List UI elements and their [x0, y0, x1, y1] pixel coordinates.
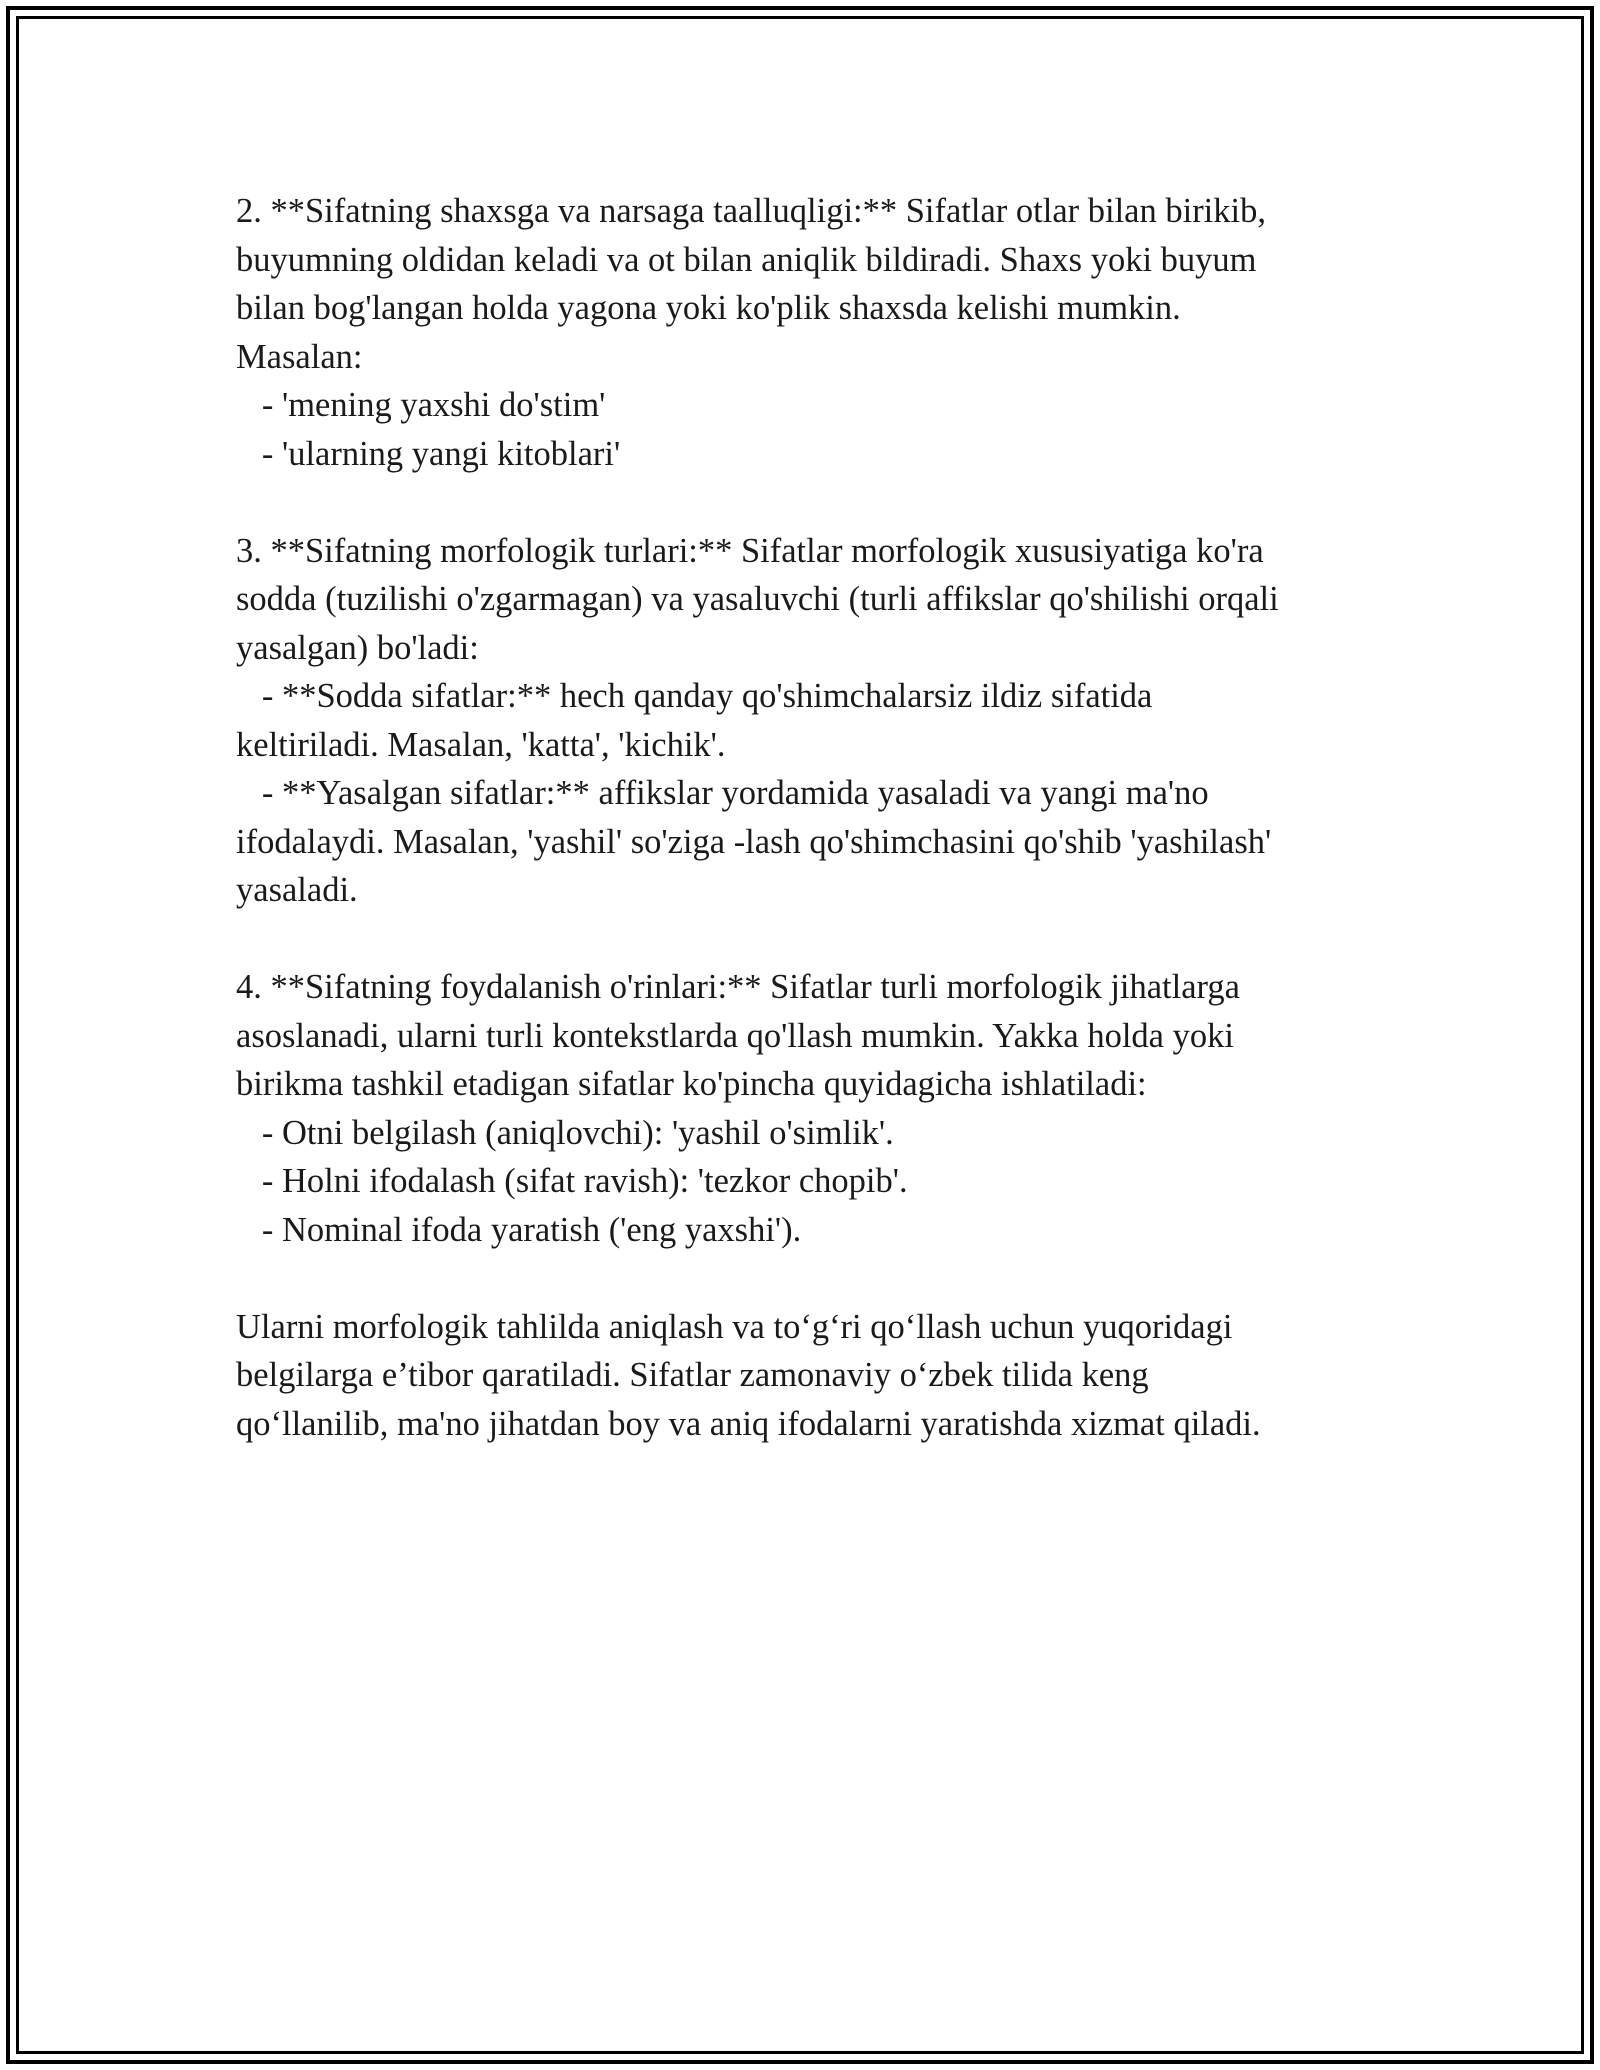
section-3-list-item: - **Sodda sifatlar:** hech qanday qo'shimchalarsiz ildiz sifatida [236, 677, 1153, 715]
section-4-paragraph [236, 963, 1376, 1254]
section-3-line: yasalgan) bo'ladi: [236, 628, 479, 667]
paragraph-spacer [236, 478, 1376, 527]
conclusion-paragraph [236, 1303, 1376, 1449]
section-2-line: Masalan: [236, 337, 363, 376]
section-3-list-item: - **Yasalgan sifatlar:** affikslar yordamida yasaladi va yangi ma'no [236, 774, 1209, 812]
section-4-list-item: - Holni ifodalash (sifat ravish): 'tezkor chopib'. [236, 1162, 908, 1200]
section-2-line: 2. **Sifatning shaxsga va narsaga taalluqligi:** Sifatlar otlar bilan birikib, [236, 192, 1266, 230]
section-2-list-item: - 'ularning yangi kitoblari' [236, 434, 621, 473]
section-3-line: ifodalaydi. Masalan, 'yashil' so'ziga -lash qo'shimchasini qo'shib 'yashilash' [236, 822, 1272, 861]
conclusion-line: Ularni morfologik tahlilda aniqlash va to‘g‘ri qo‘llash uchun yuqoridagi [236, 1307, 1233, 1346]
section-4-line: asoslanadi, ularni turli kontekstlarda qo'llash mumkin. Yakka holda yoki [236, 1016, 1234, 1055]
section-4-list-item: - Otni belgilash (aniqlovchi): 'yashil o'simlik'. [236, 1113, 894, 1152]
section-3-line: sodda (tuzilishi o'zgarmagan) va yasaluvchi (turli affikslar qo'shilishi orqali [236, 580, 1279, 618]
paragraph-spacer [236, 915, 1376, 964]
section-2-list-item: - 'mening yaxshi do'stim' [236, 386, 606, 424]
conclusion-line: belgilarga e’tibor qaratiladi. Sifatlar zamonaviy o‘zbek tilida keng [236, 1356, 1149, 1394]
section-3-line: 3. **Sifatning morfologik turlari:** Sifatlar morfologik xususiyatiga ko'ra [236, 531, 1264, 570]
section-4-list-item: - Nominal ifoda yaratish ('eng yaxshi'). [236, 1210, 802, 1249]
conclusion-line: qo‘llanilib, ma'no jihatdan boy va aniq ifodalarni yaratishda xizmat qiladi. [236, 1404, 1261, 1443]
section-2-paragraph [236, 187, 1376, 478]
section-3-paragraph [236, 527, 1376, 915]
paragraph-spacer [236, 1254, 1376, 1303]
section-2-line: buyumning oldidan keladi va ot bilan aniqlik bildiradi. Shaxs yoki buyum [236, 240, 1257, 279]
section-4-line: birikma tashkil etadigan sifatlar ko'pincha quyidagicha ishlatiladi: [236, 1065, 1147, 1103]
section-3-line: yasaladi. [236, 871, 358, 909]
section-3-line: keltiriladi. Masalan, 'katta', 'kichik'. [236, 725, 726, 764]
section-2-line: bilan bog'langan holda yagona yoki ko'plik shaxsda kelishi mumkin. [236, 289, 1181, 327]
document-body [236, 187, 1376, 1448]
section-4-line: 4. **Sifatning foydalanish o'rinlari:** Sifatlar turli morfologik jihatlarga [236, 968, 1240, 1006]
